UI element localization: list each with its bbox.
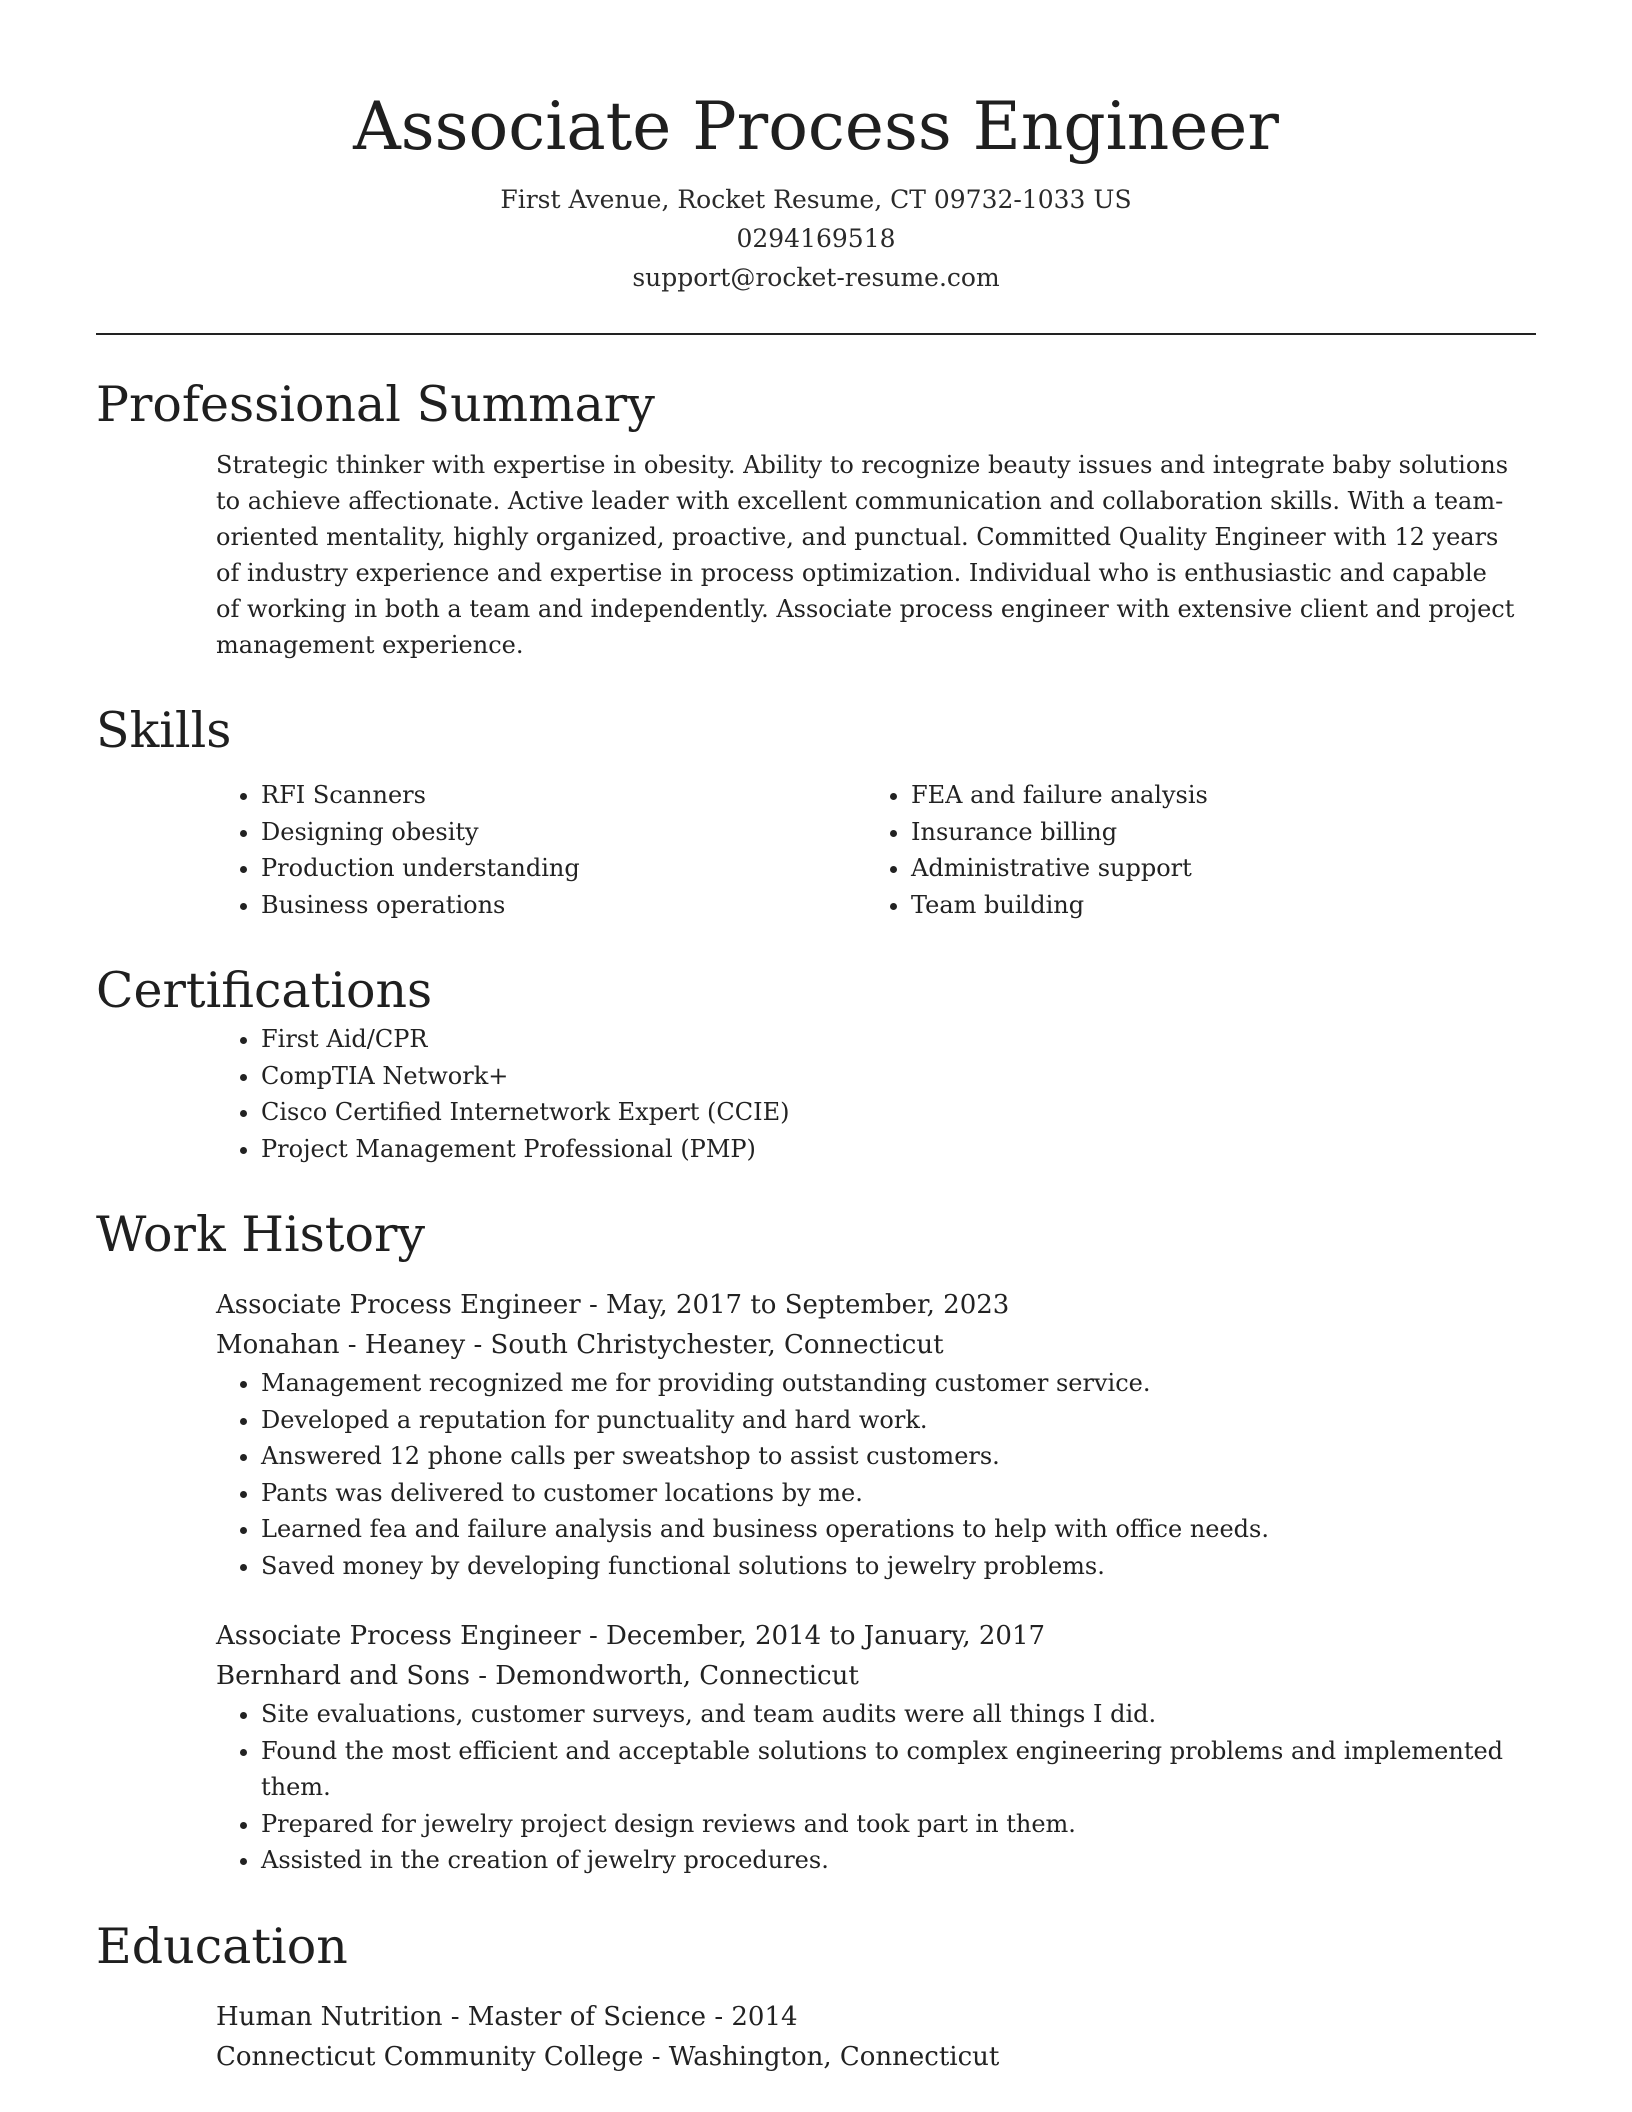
job-bullets: [96, 1696, 1536, 1879]
certifications-section: [96, 961, 1536, 1167]
resume-header: [96, 0, 1536, 297]
skills-grid: [96, 777, 1536, 923]
job-bullet: • Prepared for jewelry project design reviews and took part in them.: [261, 1806, 1536, 1843]
summary-title: Professional Summary: [96, 376, 655, 433]
job-entry: [96, 1285, 1536, 1584]
education-school: Connecticut Community College - Washington, Connecticut: [216, 2041, 1000, 2072]
skill-item: • Insurance billing: [911, 814, 1208, 851]
job-bullet: • Developed a reputation for punctuality and hard work.: [261, 1402, 1536, 1439]
education-title: Education: [96, 1917, 348, 1975]
job-bullet: • Learned fea and failure analysis and business operations to help with office needs.: [261, 1511, 1536, 1548]
certification-item: • CompTIA Network+: [261, 1058, 1536, 1095]
summary-section: [96, 375, 1536, 663]
skill-item: • Production understanding: [261, 850, 746, 887]
education-entry: [96, 1997, 1536, 2077]
job-bullets: [96, 1365, 1536, 1584]
header-divider: [96, 333, 1536, 335]
skills-title: Skills: [96, 702, 232, 759]
job-bullet: • Answered 12 phone calls per sweatshop to assist customers.: [261, 1438, 1536, 1475]
certification-item: • First Aid/CPR: [261, 1021, 1536, 1058]
job-heading: Associate Process Engineer - May, 2017 to September, 2023: [216, 1290, 1010, 1320]
skill-item: • Designing obesity: [261, 814, 746, 851]
job-company: Bernhard and Sons - Demondworth, Connecticut: [216, 1661, 859, 1691]
job-bullet: • Saved money by developing functional solutions to jewelry problems.: [261, 1548, 1536, 1585]
skill-item: • Administrative support: [911, 850, 1208, 887]
job-bullet: • Assisted in the creation of jewelry procedures.: [261, 1842, 1536, 1879]
education-degree: Human Nutrition - Master of Science - 2014: [216, 2001, 798, 2032]
summary-text: Strategic thinker with expertise in obesity. Ability to recognize beauty issues and integrate baby solutions to achieve affectionate. Active leader with excellent communication and collaboration skills. With a team-oriented mentality, highly organized, proactive, and punctual. Committed Quality Engineer with 12 years of industry experience and expertise in process optimization. Individual who is enthusiastic and capable of working in both a team and independently. Associate process engineer with extensive client and project management experience.: [216, 451, 1515, 659]
contact-address: First Avenue, Rocket Resume, CT 09732-1033 US: [500, 185, 1132, 214]
contact-phone: 0294169518: [736, 224, 896, 253]
skill-item: • Team building: [911, 887, 1208, 924]
skill-item: • RFI Scanners: [261, 777, 746, 814]
job-bullet: • Management recognized me for providing outstanding customer service.: [261, 1365, 1536, 1402]
job-bullet: • Pants was delivered to customer locations by me.: [261, 1475, 1536, 1512]
work-history-title: Work History: [96, 1206, 426, 1263]
job-entry: [96, 1616, 1536, 1879]
skill-item: • Business operations: [261, 887, 746, 924]
skills-section: [96, 701, 1536, 923]
certification-item: • Cisco Certified Internetwork Expert (CCIE): [261, 1094, 1536, 1131]
skill-item: • FEA and failure analysis: [911, 777, 1208, 814]
certifications-list: [96, 1021, 1536, 1167]
job-company: Monahan - Heaney - South Christychester, Connecticut: [216, 1330, 944, 1360]
skills-column-1: [96, 777, 746, 923]
education-section: [96, 1917, 1536, 2077]
job-bullet: • Found the most efficient and acceptable solutions to complex engineering problems and implemented them.: [261, 1733, 1536, 1806]
job-bullet: • Site evaluations, customer surveys, and team audits were all things I did.: [261, 1696, 1536, 1733]
certification-item: • Project Management Professional (PMP): [261, 1131, 1536, 1168]
skills-column-2: [746, 777, 1208, 923]
certifications-title: Certifications: [96, 962, 433, 1019]
resume-name: Associate Process Engineer: [353, 88, 1279, 165]
job-heading: Associate Process Engineer - December, 2014 to January, 2017: [216, 1621, 1046, 1651]
contact-block: [96, 180, 1536, 297]
work-history-section: [96, 1205, 1536, 1879]
contact-email: support@rocket-resume.com: [632, 263, 1000, 292]
